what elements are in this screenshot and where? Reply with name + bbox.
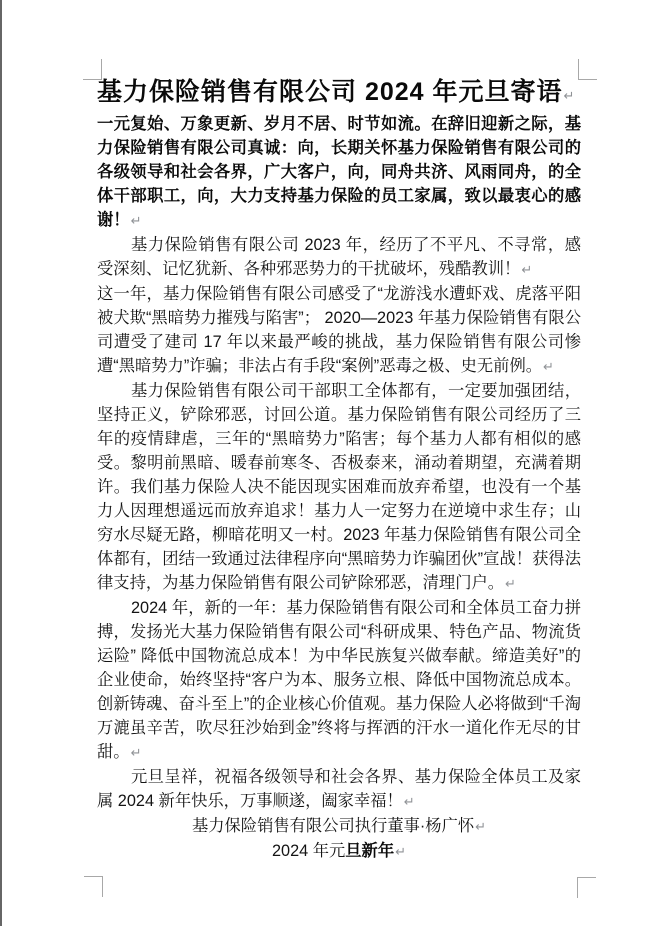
paragraph-2024-outlook-text: 2024 年，新的一年：基力保险销售有限公司和全体员工奋力拼搏，发扬光大基力保险销售有限公司“科研成果、特色产品、物流货运险” 降低中国物流总成本！为中华民族复兴做奉献。缔造美好”的企业使命，始终坚持“客户为本、服务立根、降低中国物流总成本。创新铸魂、奋斗至上”的企业核心价值观。基力保险人必将做到“千淘万漉虽辛苦，吹尽狂沙始到金”终将与挥洒的汗水一道化作无尽的甘甜。 [97, 599, 581, 761]
window-left-edge-line [0, 0, 2, 926]
paragraph-mark: ↵ [475, 819, 487, 834]
date-line-regular: 2024 年元 [271, 842, 346, 860]
paragraph-unity[interactable] [97, 379, 581, 596]
paragraph-mark: ↵ [130, 213, 142, 228]
date-line[interactable] [97, 839, 581, 864]
paragraph-unity-text: 基力保险销售有限公司干部职工全体都有，一定要加强团结，坚持正义，铲除邪恶，讨回公道。基力保险销售有限公司经历了三年的疫情肆虐，三年的“黑暗势力”陷害；每个基力人都有相似的感受。黎明前黑暗、暖春前寒冬、否极泰来，涌动着期望，充满着期许。我们基力保险人决不能因现实困难而放弃希望，也没有一个基力人因理想遥远而放弃追求！基力人一定努力在逆境中求生存；山穷水尽疑无路，柳暗花明又一村。2023 年基力保险销售有限公司全体都有，团结一致通过法律程序向“黑暗势力诈骗团伙”宣战！获得法律支持，为基力保险销售有限公司铲除邪恶，清理门户。 [97, 382, 581, 592]
paragraph-blessing-text: 元旦呈祥，祝福各级领导和社会各界、基力保险全体员工及家属 2024 新年快乐，万事顺遂，阖家幸福！ [97, 768, 581, 810]
date-line-bold: 旦新年 [345, 842, 395, 860]
paragraph-mark: ↵ [543, 359, 554, 374]
crop-mark-bottom-right [577, 877, 596, 898]
paragraph-mark: ↵ [403, 794, 415, 809]
paragraph-mark: ↵ [563, 88, 575, 103]
paragraph-blessing[interactable] [97, 765, 581, 814]
signature-line[interactable] [97, 814, 581, 839]
document-title-text: 基力保险销售有限公司 2024 年元旦寄语 [97, 78, 563, 106]
document-title[interactable] [97, 76, 581, 112]
paragraph-this-year-text: 这一年，基力保险销售有限公司感受了“龙游浅水遭虾戏、虎落平阳被犬欺“黑暗势力摧残与陷害”； 2020—2023 年基力保险销售有限公司遭受了建司 17 年以来最严峻的挑战，基力保险销售有限公司惨遭“黑暗势力”诈骗；非法占有手段“案例”恶毒之极、史无前例。 [97, 285, 581, 375]
paragraph-mark: ↵ [130, 745, 142, 760]
paragraph-mark: ↵ [395, 844, 407, 859]
paragraph-this-year[interactable] [97, 282, 581, 379]
paragraph-mark: ↵ [521, 262, 533, 277]
paragraph-2024-outlook[interactable] [97, 596, 581, 765]
paragraph-2023-review[interactable] [97, 233, 581, 282]
paragraph-opening-text: 一元复始、万象更新、岁月不居、时节如流。在辞旧迎新之际，基力保险销售有限公司真诚：向，长期关怀基力保险销售有限公司的各级领导和社会各界，广大客户，向，同舟共济、风雨同舟，的全体干部职工，向，大力支持基力保险的员工家属，致以最衷心的感谢！ [97, 115, 581, 229]
document-text-area[interactable] [97, 76, 581, 864]
paragraph-2023-review-text: 基力保险销售有限公司 2023 年，经历了不平凡、不寻常，感受深刻、记忆犹新、各种邪恶势力的干扰破坏，残酷教训！ [97, 236, 581, 278]
crop-mark-bottom-left [84, 876, 103, 897]
paragraph-opening[interactable] [97, 112, 581, 233]
paragraph-mark: ↵ [505, 576, 516, 591]
signature-text: 基力保险销售有限公司执行董事·杨广怀 [191, 817, 475, 835]
